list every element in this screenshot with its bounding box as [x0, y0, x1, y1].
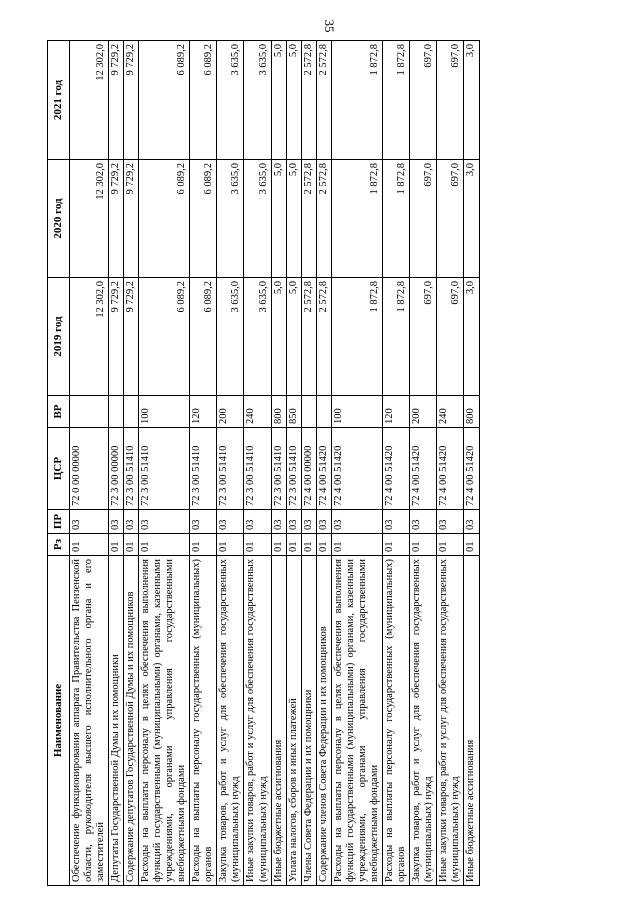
table-row	[464, 41, 479, 886]
row-vr: 200	[217, 396, 244, 428]
row-2019: 3,0	[464, 278, 479, 396]
row-name: Обеспечение функционирования аппарата Правительства Пензенской области, руководителя высшего исполнительного органа и его заместителей	[69, 556, 108, 886]
row-2021: 2 572,8	[316, 41, 331, 160]
row-rz: 01	[437, 534, 464, 556]
row-2019: 3 635,0	[217, 278, 244, 396]
row-vr: 850	[286, 396, 301, 428]
row-csr: 72 4 00 51420	[331, 428, 382, 510]
row-name: Закупка товаров, работ и услуг для обеспечения государственных (муниципальных) нужд	[217, 556, 244, 886]
table-row	[123, 41, 138, 886]
row-2021: 3 635,0	[217, 41, 244, 160]
table-row	[217, 41, 244, 886]
row-csr: 72 3 00 51410	[286, 428, 301, 510]
row-2019: 697,0	[437, 278, 464, 396]
row-2021: 5,0	[271, 41, 286, 160]
row-vr	[108, 396, 123, 428]
row-csr: 72 3 00 51410	[123, 428, 138, 510]
row-2021: 3,0	[464, 41, 479, 160]
row-2021: 697,0	[437, 41, 464, 160]
row-2019: 6 089,2	[138, 278, 189, 396]
row-2019: 12 302,0	[69, 278, 108, 396]
row-pr: 03	[123, 510, 138, 534]
row-vr: 800	[464, 396, 479, 428]
row-2019: 2 572,8	[316, 278, 331, 396]
table-row	[383, 41, 410, 886]
row-name: Содержание членов Совета Федерации и их помощников	[316, 556, 331, 886]
row-pr: 03	[108, 510, 123, 534]
row-csr: 72 4 00 00000	[301, 428, 316, 510]
row-2020: 3 635,0	[244, 160, 271, 278]
table-header-row	[48, 41, 70, 886]
table-row	[271, 41, 286, 886]
row-2021: 697,0	[410, 41, 437, 160]
row-pr: 03	[138, 510, 189, 534]
row-2021: 12 302,0	[69, 41, 108, 160]
row-2019: 697,0	[410, 278, 437, 396]
row-2021: 9 729,2	[123, 41, 138, 160]
row-vr: 240	[437, 396, 464, 428]
header-vr: ВР	[48, 396, 70, 428]
row-vr: 120	[190, 396, 217, 428]
row-2020: 3 635,0	[217, 160, 244, 278]
row-vr: 100	[331, 396, 382, 428]
table-row	[437, 41, 464, 886]
row-2020: 5,0	[286, 160, 301, 278]
table-row	[244, 41, 271, 886]
row-2021: 1 872,8	[331, 41, 382, 160]
table-row	[286, 41, 301, 886]
row-2020: 1 872,8	[383, 160, 410, 278]
row-vr: 100	[138, 396, 189, 428]
row-rz: 01	[190, 534, 217, 556]
row-rz: 01	[316, 534, 331, 556]
row-vr	[69, 396, 108, 428]
row-csr: 72 4 00 51420	[464, 428, 479, 510]
row-pr: 03	[316, 510, 331, 534]
row-rz: 01	[286, 534, 301, 556]
row-rz: 01	[410, 534, 437, 556]
row-pr: 03	[286, 510, 301, 534]
row-2021: 6 089,2	[138, 41, 189, 160]
row-vr: 120	[383, 396, 410, 428]
row-2020: 2 572,8	[316, 160, 331, 278]
header-name: Наименование	[48, 556, 70, 886]
row-2020: 6 089,2	[138, 160, 189, 278]
row-rz: 01	[301, 534, 316, 556]
row-csr: 72 4 00 51420	[383, 428, 410, 510]
row-name: Уплата налогов, сборов и иных платежей	[286, 556, 301, 886]
row-2020: 697,0	[410, 160, 437, 278]
table-row	[190, 41, 217, 886]
row-pr: 03	[331, 510, 382, 534]
row-pr: 03	[464, 510, 479, 534]
row-name: Иные закупки товаров, работ и услуг для обеспечения государственных (муниципальных) нужд	[437, 556, 464, 886]
table-row	[108, 41, 123, 886]
row-csr: 72 3 00 51410	[190, 428, 217, 510]
table-row	[331, 41, 382, 886]
header-rz: Рз	[48, 534, 70, 556]
row-rz: 01	[69, 534, 108, 556]
row-name: Расходы на выплаты персоналу в целях обеспечения выполнения функций государственными (муниципальными) органами, казенными учреждениями, органами управления государственными внебюджетными фондами	[331, 556, 382, 886]
row-2019: 2 572,8	[301, 278, 316, 396]
row-csr: 72 4 00 51420	[437, 428, 464, 510]
row-pr: 03	[383, 510, 410, 534]
row-vr: 200	[410, 396, 437, 428]
row-2020: 9 729,2	[108, 160, 123, 278]
row-rz: 01	[331, 534, 382, 556]
row-name: Иные бюджетные ассигнования	[464, 556, 479, 886]
row-vr: 240	[244, 396, 271, 428]
row-2019: 1 872,8	[331, 278, 382, 396]
row-2020: 5,0	[271, 160, 286, 278]
row-pr: 03	[69, 510, 108, 534]
row-2019: 1 872,8	[383, 278, 410, 396]
header-2021: 2021 год	[48, 41, 70, 160]
row-2020: 12 302,0	[69, 160, 108, 278]
row-vr	[123, 396, 138, 428]
row-2020: 3,0	[464, 160, 479, 278]
row-csr: 72 4 00 51420	[410, 428, 437, 510]
header-2019: 2019 год	[48, 278, 70, 396]
row-2021: 2 572,8	[301, 41, 316, 160]
row-2021: 1 872,8	[383, 41, 410, 160]
row-pr: 03	[217, 510, 244, 534]
row-rz: 01	[108, 534, 123, 556]
row-2021: 5,0	[286, 41, 301, 160]
row-csr: 72 3 00 00000	[108, 428, 123, 510]
row-2021: 9 729,2	[108, 41, 123, 160]
budget-table	[47, 40, 480, 886]
row-2021: 3 635,0	[244, 41, 271, 160]
row-rz: 01	[271, 534, 286, 556]
row-2019: 9 729,2	[123, 278, 138, 396]
row-csr: 72 3 00 51410	[138, 428, 189, 510]
header-csr: ЦСР	[48, 428, 70, 510]
row-pr: 03	[271, 510, 286, 534]
row-rz: 01	[464, 534, 479, 556]
row-2020: 1 872,8	[331, 160, 382, 278]
row-name: Содержание депутатов Государственной Думы и их помощников	[123, 556, 138, 886]
row-name: Иные бюджетные ассигнования	[271, 556, 286, 886]
row-name: Иные закупки товаров, работ и услуг для обеспечения государственных (муниципальных) нужд	[244, 556, 271, 886]
table-row	[301, 41, 316, 886]
row-name: Расходы на выплаты персоналу государственных (муниципальных) органов	[383, 556, 410, 886]
row-2019: 3 635,0	[244, 278, 271, 396]
row-name: Расходы на выплаты персоналу государственных (муниципальных) органов	[190, 556, 217, 886]
row-rz: 01	[383, 534, 410, 556]
row-pr: 03	[190, 510, 217, 534]
row-vr	[316, 396, 331, 428]
table-row	[316, 41, 331, 886]
row-2020: 9 729,2	[123, 160, 138, 278]
rotated-table-wrapper	[47, 41, 607, 886]
row-2019: 5,0	[286, 278, 301, 396]
table-row	[69, 41, 108, 886]
row-name: Члены Совета Федерации и их помощники	[301, 556, 316, 886]
table-row	[410, 41, 437, 886]
row-csr: 72 3 00 51410	[217, 428, 244, 510]
row-rz: 01	[244, 534, 271, 556]
row-2019: 9 729,2	[108, 278, 123, 396]
row-vr	[301, 396, 316, 428]
row-rz: 01	[138, 534, 189, 556]
row-csr: 72 0 00 00000	[69, 428, 108, 510]
row-2019: 5,0	[271, 278, 286, 396]
row-name: Закупка товаров, работ и услуг для обеспечения государственных (муниципальных) нужд	[410, 556, 437, 886]
row-2019: 6 089,2	[190, 278, 217, 396]
row-rz: 01	[217, 534, 244, 556]
row-name: Депутаты Государственной Думы и их помощники	[108, 556, 123, 886]
header-pr: ПР	[48, 510, 70, 534]
row-rz: 01	[123, 534, 138, 556]
row-pr: 03	[437, 510, 464, 534]
row-csr: 72 4 00 51420	[316, 428, 331, 510]
row-name: Расходы на выплаты персоналу в целях обеспечения выполнения функций государственными (муниципальными) органами, казенными учреждениями, органами управления государственными внебюджетными фондами	[138, 556, 189, 886]
row-2020: 6 089,2	[190, 160, 217, 278]
row-pr: 03	[410, 510, 437, 534]
page-number: 35	[322, 19, 337, 33]
row-2020: 2 572,8	[301, 160, 316, 278]
row-csr: 72 3 00 51410	[244, 428, 271, 510]
row-pr: 03	[244, 510, 271, 534]
header-2020: 2020 год	[48, 160, 70, 278]
row-pr: 03	[301, 510, 316, 534]
row-csr: 72 3 00 51410	[271, 428, 286, 510]
row-vr: 800	[271, 396, 286, 428]
row-2021: 6 089,2	[190, 41, 217, 160]
table-row	[138, 41, 189, 886]
row-2020: 697,0	[437, 160, 464, 278]
